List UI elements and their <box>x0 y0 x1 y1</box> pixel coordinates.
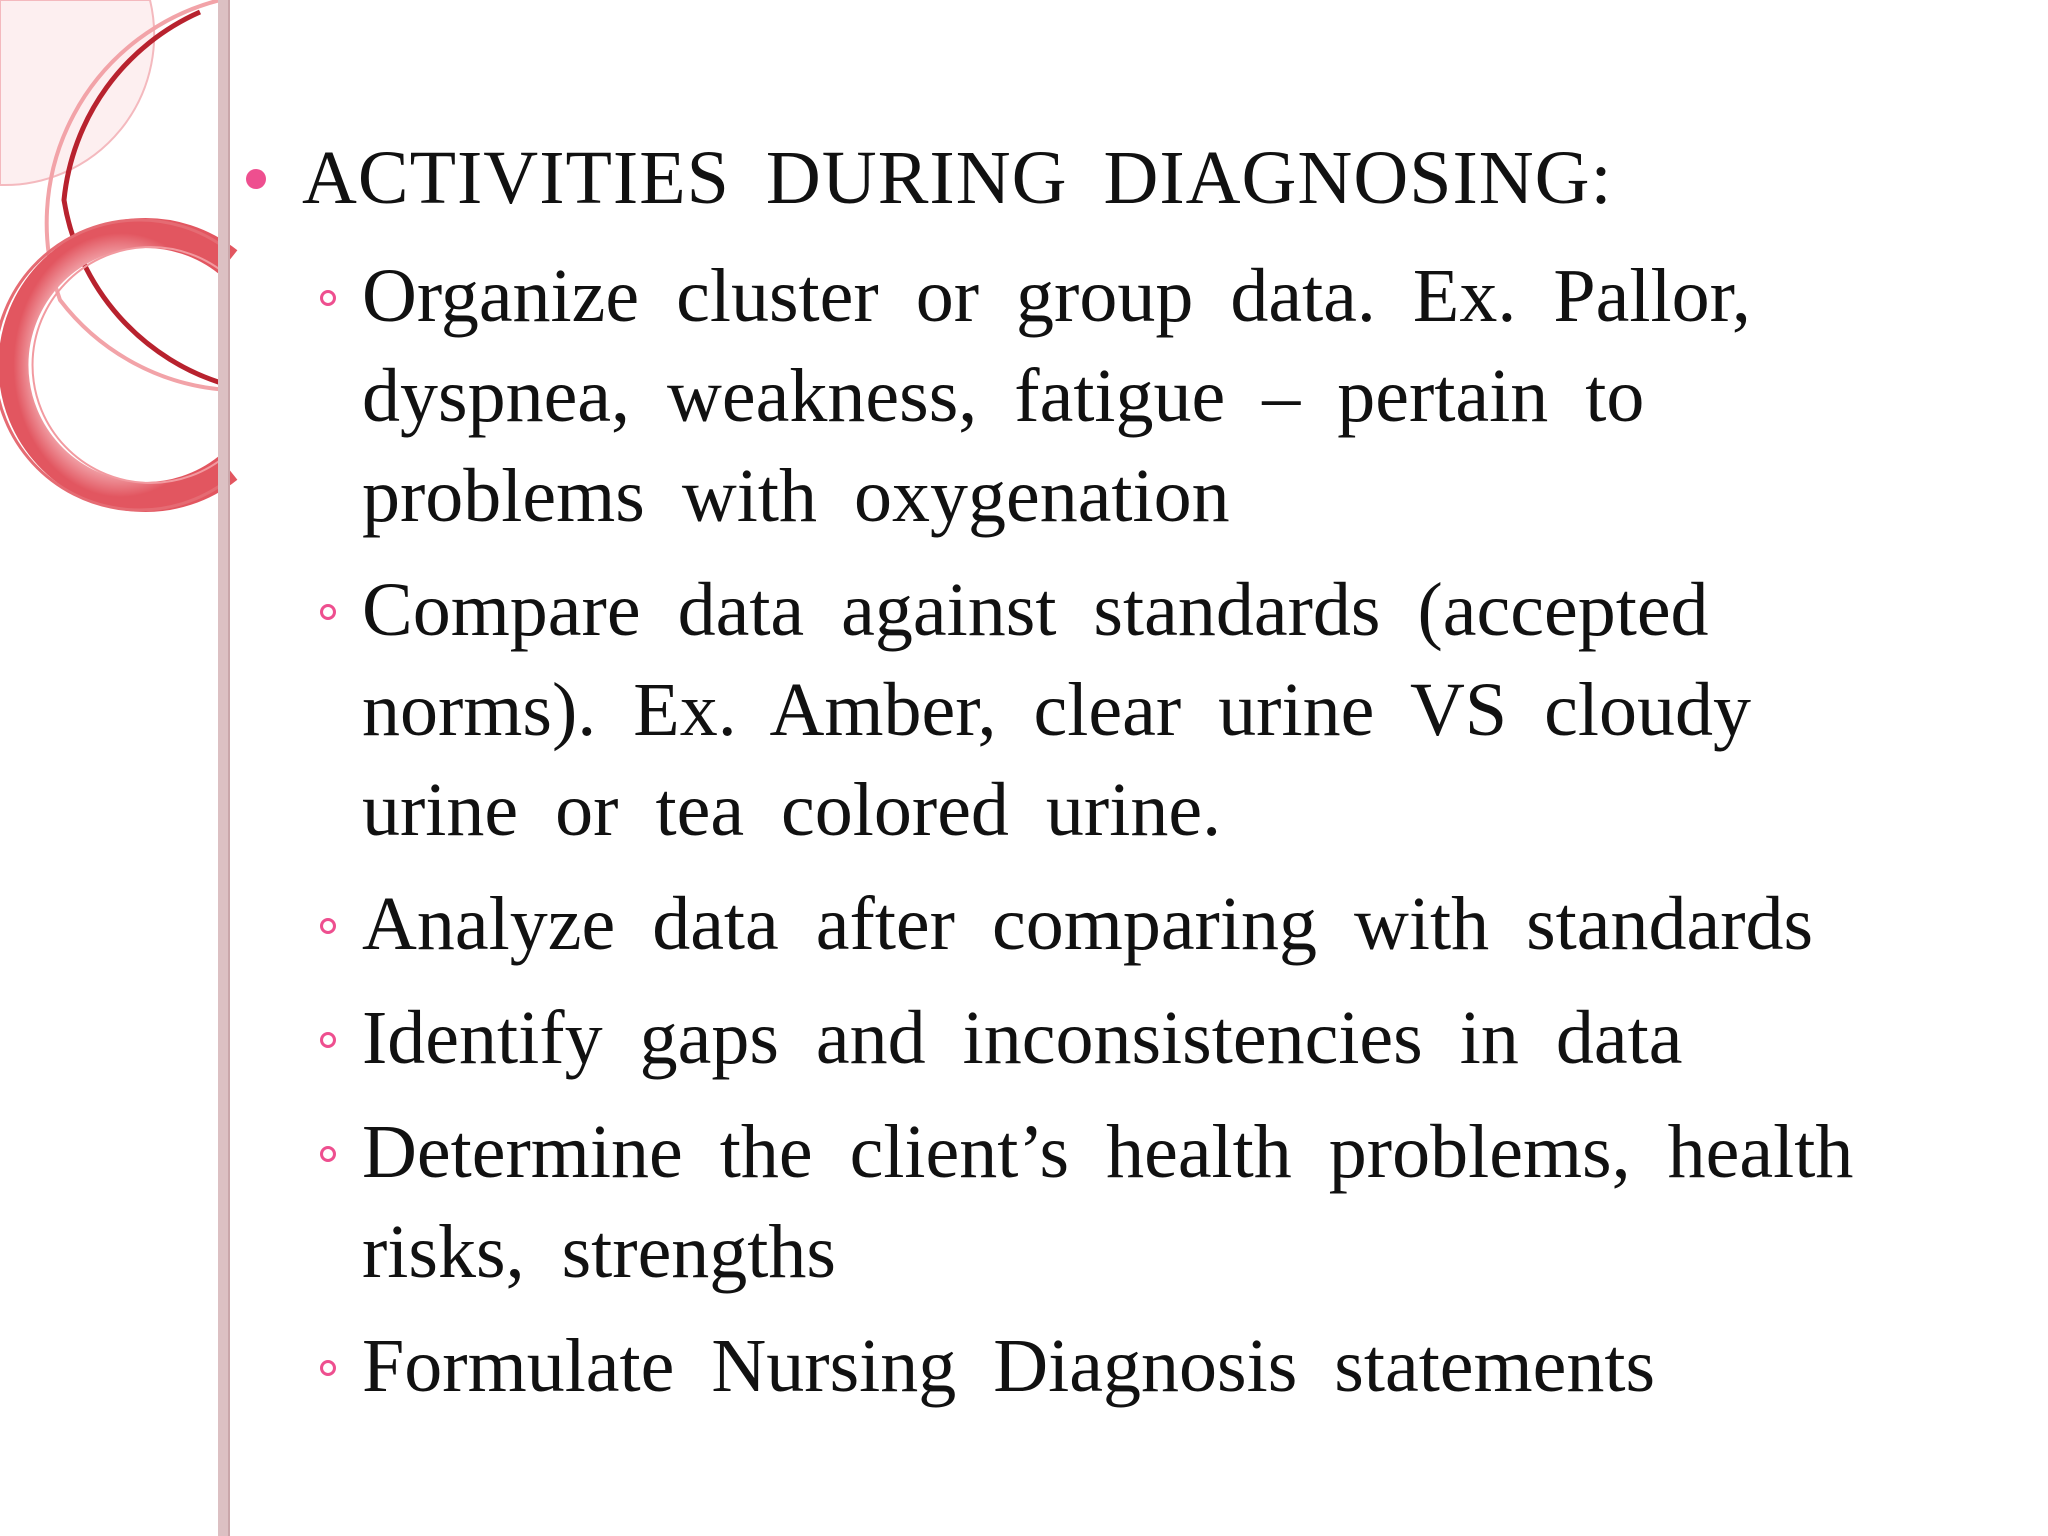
hollow-circle-bullet-icon <box>320 918 336 934</box>
list-item <box>320 246 1986 546</box>
list-item <box>320 1316 1986 1416</box>
heading-row <box>246 128 1986 228</box>
list-item-text: Determine the client’s health problems, health risks, strengths <box>362 1110 1854 1294</box>
hollow-circle-bullet-icon <box>320 1032 336 1048</box>
list-item-text: Compare data against standards (accepted norms). Ex. Amber, clear urine VS cloudy urine or tea colored urine. <box>362 568 1751 852</box>
list-item <box>320 988 1986 1088</box>
list-item <box>320 560 1986 860</box>
list-item-text: Analyze data after comparing with standards <box>362 882 1814 966</box>
bullet-list <box>246 246 1986 1416</box>
hollow-circle-bullet-icon <box>320 290 336 306</box>
list-item <box>320 1102 1986 1302</box>
hollow-circle-bullet-icon <box>320 1360 336 1376</box>
list-item-text: Identify gaps and inconsistencies in data <box>362 996 1683 1080</box>
hollow-circle-bullet-icon <box>320 604 336 620</box>
list-item-text: Organize cluster or group data. Ex. Pallor, dyspnea, weakness, fatigue – pertain to problems with oxygenation <box>362 254 1751 538</box>
filled-circle-bullet-icon <box>246 169 266 189</box>
decorative-arcs <box>0 0 240 1536</box>
slide-content <box>246 128 1986 1430</box>
slide-heading: ACTIVITIES DURING DIAGNOSING: <box>302 136 1613 220</box>
hollow-circle-bullet-icon <box>320 1146 336 1162</box>
list-item-text: Formulate Nursing Diagnosis statements <box>362 1324 1656 1408</box>
list-item <box>320 874 1986 974</box>
